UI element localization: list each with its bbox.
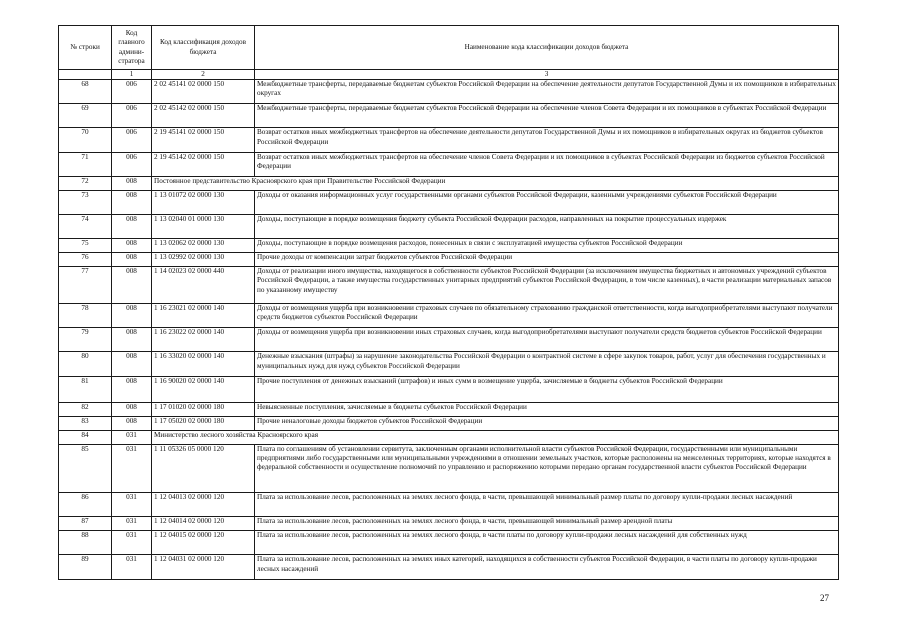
classification-code-cell: 1 13 02040 01 0000 130 (152, 215, 255, 239)
classification-code-cell: 1 16 23021 02 0000 140 (152, 303, 255, 327)
classification-code-cell: 2 19 45141 02 0000 150 (152, 128, 255, 152)
classification-code-cell: 1 17 01020 02 0000 180 (152, 403, 255, 417)
row-number-cell: 76 (59, 253, 112, 267)
table-row (59, 215, 839, 239)
row-number-cell: 88 (59, 531, 112, 555)
code-name-cell: Плата за использование лесов, расположенных на землях иных категорий, находящихся в собственности субъектов Российской Федерации, в части платы по договору купли-продажи лесных насаждений (255, 555, 839, 580)
header-admin-code: Код главного админи-стратора (112, 26, 152, 70)
row-number-cell: 85 (59, 444, 112, 492)
table-row (59, 403, 839, 417)
admin-code-cell: 006 (112, 104, 152, 128)
code-name-cell: Доходы от оказания информационных услуг государственными органами субъектов Российской Федерации, казенными учреждениями субъектов Российской Федерации (255, 190, 839, 214)
classification-code-cell: 1 12 04013 02 0000 120 (152, 493, 255, 517)
document-page (58, 25, 838, 580)
row-number-cell: 89 (59, 555, 112, 580)
row-number-cell: 80 (59, 352, 112, 376)
admin-code-cell: 008 (112, 328, 152, 352)
code-name-cell: Доходы, поступающие в порядке возмещения бюджету субъекта Российской Федерации расходов, направленных на покрытие процессуальных издержек (255, 215, 839, 239)
code-name-cell: Прочие доходы от компенсации затрат бюджетов субъектов Российской Федерации (255, 253, 839, 267)
code-name-cell: Возврат остатков иных межбюджетных трансфертов на обеспечение деятельности депутатов Государственной Думы и их помощников в избирательных округах из бюджетов субъектов Российской Федерации (255, 128, 839, 152)
column-index-0 (59, 70, 112, 80)
admin-code-cell: 031 (112, 555, 152, 580)
admin-code-cell: 008 (112, 303, 152, 327)
table-body (59, 80, 839, 580)
code-name-cell: Прочие неналоговые доходы бюджетов субъектов Российской Федерации (255, 416, 839, 430)
classification-code-cell: 1 12 04014 02 0000 120 (152, 517, 255, 531)
page-number: 27 (820, 593, 829, 603)
table-row (59, 266, 839, 303)
table-row (59, 152, 839, 176)
admin-code-cell: 008 (112, 239, 152, 253)
column-index-3: 3 (255, 70, 839, 80)
admin-code-cell: 031 (112, 493, 152, 517)
code-name-cell: Прочие поступления от денежных взысканий (штрафов) и иных сумм в возмещение ущерба, зачисляемые в бюджеты субъектов Российской Федерации (255, 376, 839, 403)
row-number-cell: 72 (59, 176, 112, 190)
admin-code-cell: 008 (112, 253, 152, 267)
table-row (59, 376, 839, 403)
row-number-cell: 70 (59, 128, 112, 152)
header-classification-code: Код классификация доходов бюджета (152, 26, 255, 70)
row-number-cell: 79 (59, 328, 112, 352)
classification-code-cell: 1 16 33020 02 0000 140 (152, 352, 255, 376)
table-row (59, 328, 839, 352)
table-row (59, 104, 839, 128)
table-row (59, 80, 839, 104)
admin-code-cell: 006 (112, 128, 152, 152)
table-row (59, 239, 839, 253)
admin-code-cell: 008 (112, 376, 152, 403)
admin-code-cell: 031 (112, 517, 152, 531)
revenue-classification-table (58, 25, 839, 580)
code-name-cell: Доходы от возмещения ущерба при возникновении страховых случаев по обязательному страхованию гражданской ответственности, когда выгодоприобретателями выступают получатели средств бюджетов субъектов Российской Федерации (255, 303, 839, 327)
table-row (59, 416, 839, 430)
row-number-cell: 71 (59, 152, 112, 176)
classification-code-cell: 1 17 05020 02 0000 180 (152, 416, 255, 430)
table-row (59, 253, 839, 267)
table-header-row (59, 26, 839, 70)
code-name-cell: Плата по соглашениям об установлении сервитута, заключенным органами исполнительной власти субъектов Российской Федерации, государственными или муниципальными предприятиями либо государственными или муниципальными учреждениями в отношении земельных участков, которые расположены на межселенных территориях, которые находятся в федеральной собственности и осуществление полномочий по управлению и распоряжению которыми передано органам государственной власти субъектов Российской Федерации (255, 444, 839, 492)
classification-code-cell: 1 13 02992 02 0000 130 (152, 253, 255, 267)
row-number-cell: 77 (59, 266, 112, 303)
admin-code-cell: 008 (112, 403, 152, 417)
row-number-cell: 78 (59, 303, 112, 327)
table-row (59, 531, 839, 555)
row-number-cell: 87 (59, 517, 112, 531)
classification-code-cell: 2 02 45142 02 0000 150 (152, 104, 255, 128)
table-row (59, 303, 839, 327)
row-number-cell: 86 (59, 493, 112, 517)
table-row (59, 555, 839, 580)
classification-code-cell: 1 16 90020 02 0000 140 (152, 376, 255, 403)
administrator-name-cell: Министерство лесного хозяйства Красноярского края (152, 430, 839, 444)
admin-code-cell: 008 (112, 190, 152, 214)
code-name-cell: Плата за использование лесов, расположенных на землях лесного фонда, в части, превышающей минимальный размер платы по договору купли-продажи лесных насаждений (255, 493, 839, 517)
table-row (59, 430, 839, 444)
classification-code-cell: 1 14 02023 02 0000 440 (152, 266, 255, 303)
classification-code-cell: 1 13 01072 02 0000 130 (152, 190, 255, 214)
code-name-cell: Денежные взыскания (штрафы) за нарушение законодательства Российской Федерации о контрактной системе в сфере закупок товаров, работ, услуг для обеспечения государственных и муниципальных нужд для нужд субъектов Российской Федерации (255, 352, 839, 376)
row-number-cell: 81 (59, 376, 112, 403)
classification-code-cell: 1 11 05326 05 0000 120 (152, 444, 255, 492)
code-name-cell: Межбюджетные трансферты, передаваемые бюджетам субъектов Российской Федерации на обеспечение членов Совета Федерации и их помощников в субъектах Российской Федерации (255, 104, 839, 128)
admin-code-cell: 008 (112, 352, 152, 376)
row-number-cell: 84 (59, 430, 112, 444)
admin-code-cell: 008 (112, 416, 152, 430)
admin-code-cell: 008 (112, 176, 152, 190)
row-number-cell: 68 (59, 80, 112, 104)
classification-code-cell: 1 13 02062 02 0000 130 (152, 239, 255, 253)
admin-code-cell: 031 (112, 430, 152, 444)
classification-code-cell: 2 02 45141 02 0000 150 (152, 80, 255, 104)
code-name-cell: Доходы, поступающие в порядке возмещения расходов, понесенных в связи с эксплуатацией имущества субъектов Российской Федерации (255, 239, 839, 253)
admin-code-cell: 008 (112, 215, 152, 239)
code-name-cell: Межбюджетные трансферты, передаваемые бюджетам субъектов Российской Федерации на обеспечение деятельности депутатов Государственной Думы и их помощников в избирательных округах (255, 80, 839, 104)
table-row (59, 444, 839, 492)
classification-code-cell: 2 19 45142 02 0000 150 (152, 152, 255, 176)
header-code-name: Наименование кода классификации доходов бюджета (255, 26, 839, 70)
code-name-cell: Доходы от возмещения ущерба при возникновении иных страховых случаев, когда выгодоприобретателями выступают получатели средств бюджетов субъектов Российской Федерации (255, 328, 839, 352)
row-number-cell: 83 (59, 416, 112, 430)
row-number-cell: 69 (59, 104, 112, 128)
table-row (59, 176, 839, 190)
code-name-cell: Доходы от реализации иного имущества, находящегося в собственности субъектов Российской Федерации (за исключением имущества бюджетных и автономных учреждений субъектов Российской Федерации, а также имущества государственных унитарных предприятий субъектов Российской Федерации, в том числе казенных), в части реализации материальных запасов по указанному имуществу (255, 266, 839, 303)
admin-code-cell: 031 (112, 531, 152, 555)
classification-code-cell: 1 12 04015 02 0000 120 (152, 531, 255, 555)
classification-code-cell: 1 16 23022 02 0000 140 (152, 328, 255, 352)
column-index-row (59, 70, 839, 80)
admin-code-cell: 006 (112, 80, 152, 104)
table-row (59, 190, 839, 214)
row-number-cell: 82 (59, 403, 112, 417)
column-index-1: 1 (112, 70, 152, 80)
code-name-cell: Плата за использование лесов, расположенных на землях лесного фонда, в части, превышающей минимальный размер арендной платы (255, 517, 839, 531)
row-number-cell: 74 (59, 215, 112, 239)
code-name-cell: Возврат остатков иных межбюджетных трансфертов на обеспечение членов Совета Федерации и их помощников в субъектах Российской Федерации из бюджетов субъектов Российской Федерации (255, 152, 839, 176)
table-row (59, 128, 839, 152)
row-number-cell: 75 (59, 239, 112, 253)
classification-code-cell: 1 12 04031 02 0000 120 (152, 555, 255, 580)
row-number-cell: 73 (59, 190, 112, 214)
column-index-2: 2 (152, 70, 255, 80)
table-row (59, 493, 839, 517)
header-row-number: № строки (59, 26, 112, 70)
admin-code-cell: 006 (112, 152, 152, 176)
code-name-cell: Невыясненные поступления, зачисляемые в бюджеты субъектов Российской Федерации (255, 403, 839, 417)
table-row (59, 352, 839, 376)
admin-code-cell: 031 (112, 444, 152, 492)
admin-code-cell: 008 (112, 266, 152, 303)
administrator-name-cell: Постоянное представительство Красноярского края при Правительстве Российской Федерации (152, 176, 839, 190)
code-name-cell: Плата за использование лесов, расположенных на землях лесного фонда, в части платы по договору купли-продажи лесных насаждений для собственных нужд (255, 531, 839, 555)
table-row (59, 517, 839, 531)
